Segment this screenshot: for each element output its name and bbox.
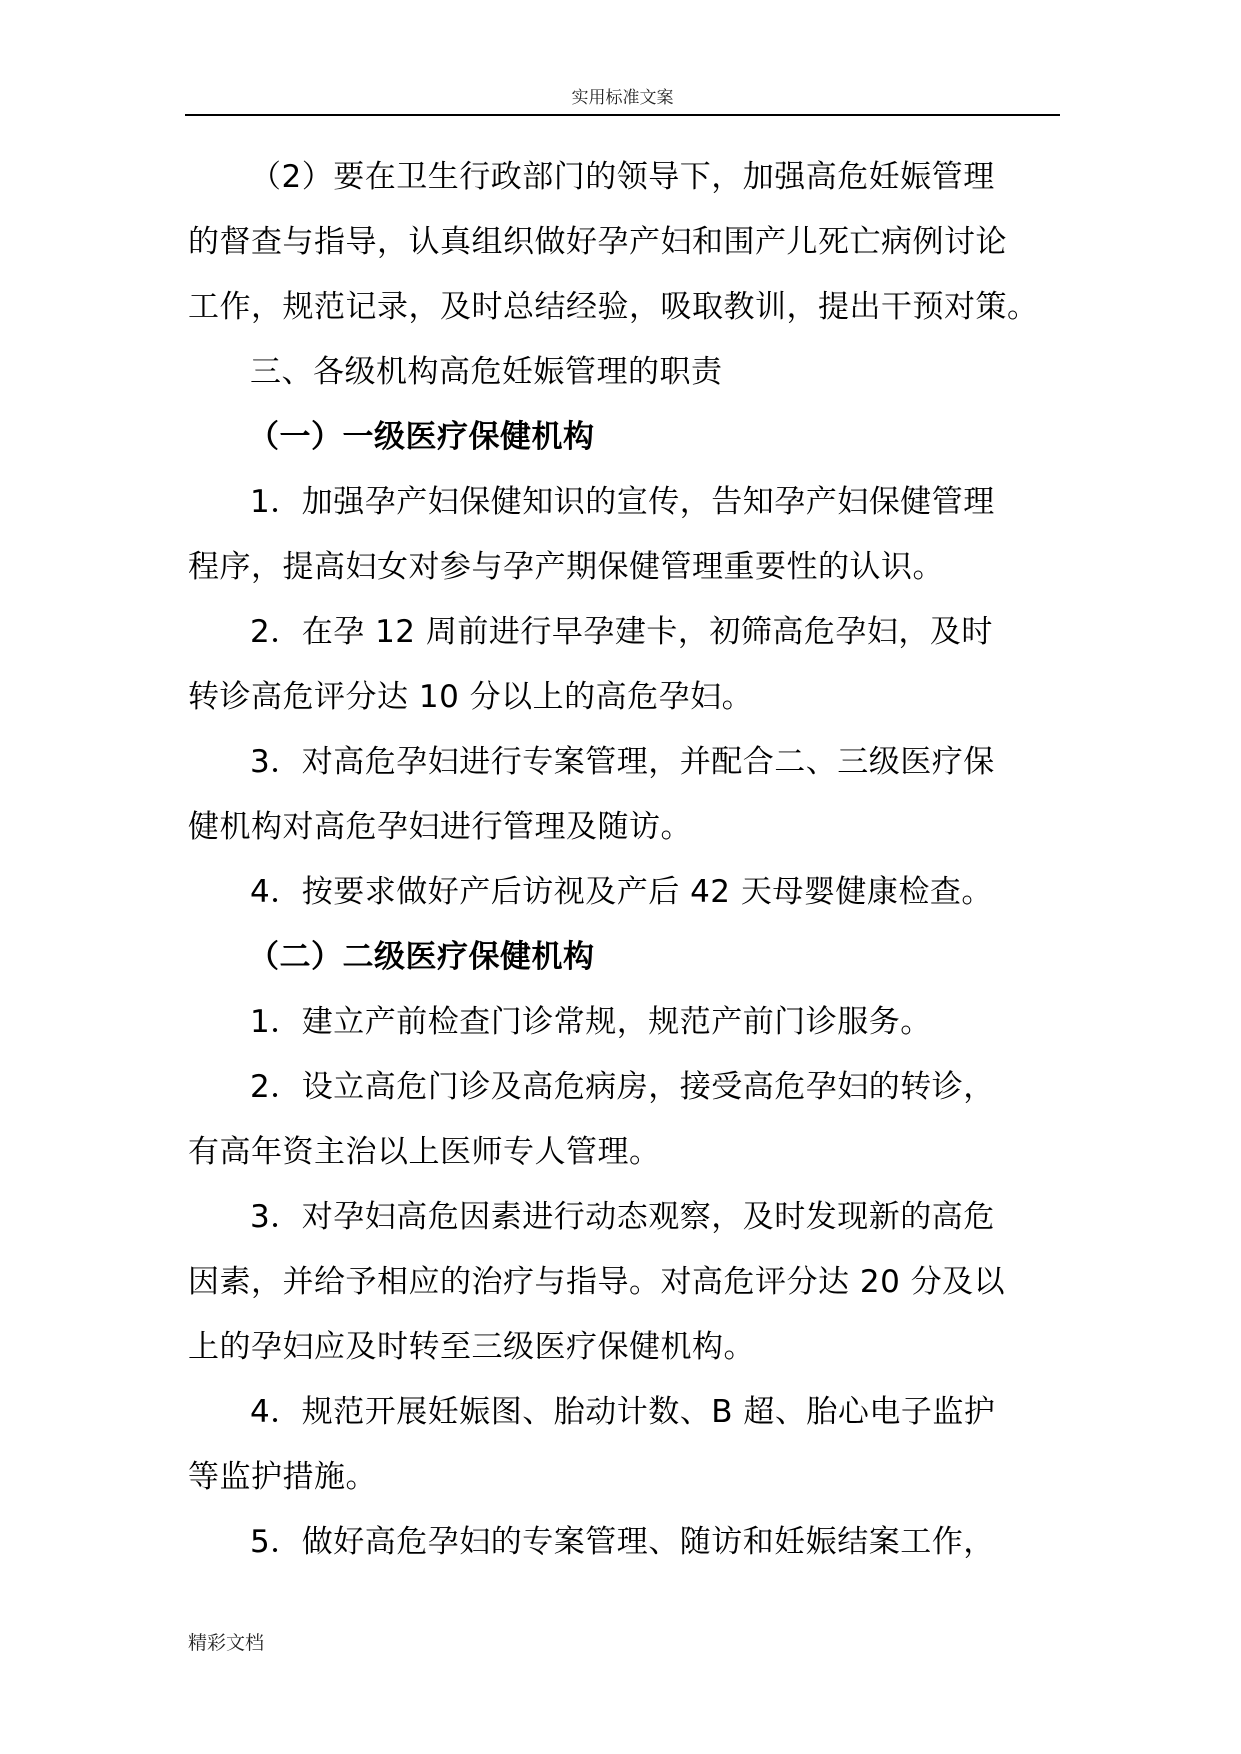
paragraph-line: 1．加强孕产妇保健知识的宣传，告知孕产妇保健管理: [250, 484, 995, 520]
document-body: [188, 145, 1058, 1575]
paragraph-line: 5．做好高危孕妇的专案管理、随访和妊娠结案工作，: [250, 1524, 995, 1560]
paragraph-line: 工作，规范记录，及时总结经验，吸取教训，提出干预对策。: [188, 289, 1039, 325]
section-title: 三、各级机构高危妊娠管理的职责: [250, 354, 723, 390]
paragraph-line: 1．建立产前检查门诊常规，规范产前门诊服务。: [250, 1004, 932, 1040]
paragraph-line: 健机构对高危孕妇进行管理及随访。: [188, 809, 692, 845]
paragraph-line: 有高年资主治以上医师专人管理。: [188, 1134, 661, 1170]
paragraph-line: 3．对孕妇高危因素进行动态观察，及时发现新的高危: [250, 1199, 995, 1235]
subsection-heading: （一）一级医疗保健机构: [248, 419, 595, 455]
paragraph-line: （2）要在卫生行政部门的领导下，加强高危妊娠管理: [250, 159, 995, 195]
paragraph-line: 4．按要求做好产后访视及产后 42 天母婴健康检查。: [250, 874, 993, 910]
paragraph-line: 2．设立高危门诊及高危病房，接受高危孕妇的转诊，: [250, 1069, 995, 1105]
paragraph-line: 程序，提高妇女对参与孕产期保健管理重要性的认识。: [188, 549, 944, 585]
paragraph-line: 3．对高危孕妇进行专案管理，并配合二、三级医疗保: [250, 744, 995, 780]
subsection-heading: （二）二级医疗保健机构: [248, 939, 595, 975]
paragraph-line: 等监护措施。: [188, 1459, 377, 1495]
paragraph-line: 2．在孕 12 周前进行早孕建卡，初筛高危孕妇，及时: [250, 614, 993, 650]
paragraph-line: 因素，并给予相应的治疗与指导。对高危评分达 20 分及以: [188, 1264, 1006, 1300]
header-divider: [185, 114, 1060, 116]
page-footer: 精彩文档: [188, 1632, 265, 1654]
paragraph-line: 上的孕妇应及时转至三级医疗保健机构。: [188, 1329, 755, 1365]
page-header: 实用标准文案: [571, 88, 674, 108]
paragraph-line: 4．规范开展妊娠图、胎动计数、B 超、胎心电子监护: [250, 1394, 996, 1430]
paragraph-line: 的督查与指导，认真组织做好孕产妇和围产儿死亡病例讨论: [188, 224, 1007, 260]
paragraph-line: 转诊高危评分达 10 分以上的高危孕妇。: [188, 679, 754, 715]
